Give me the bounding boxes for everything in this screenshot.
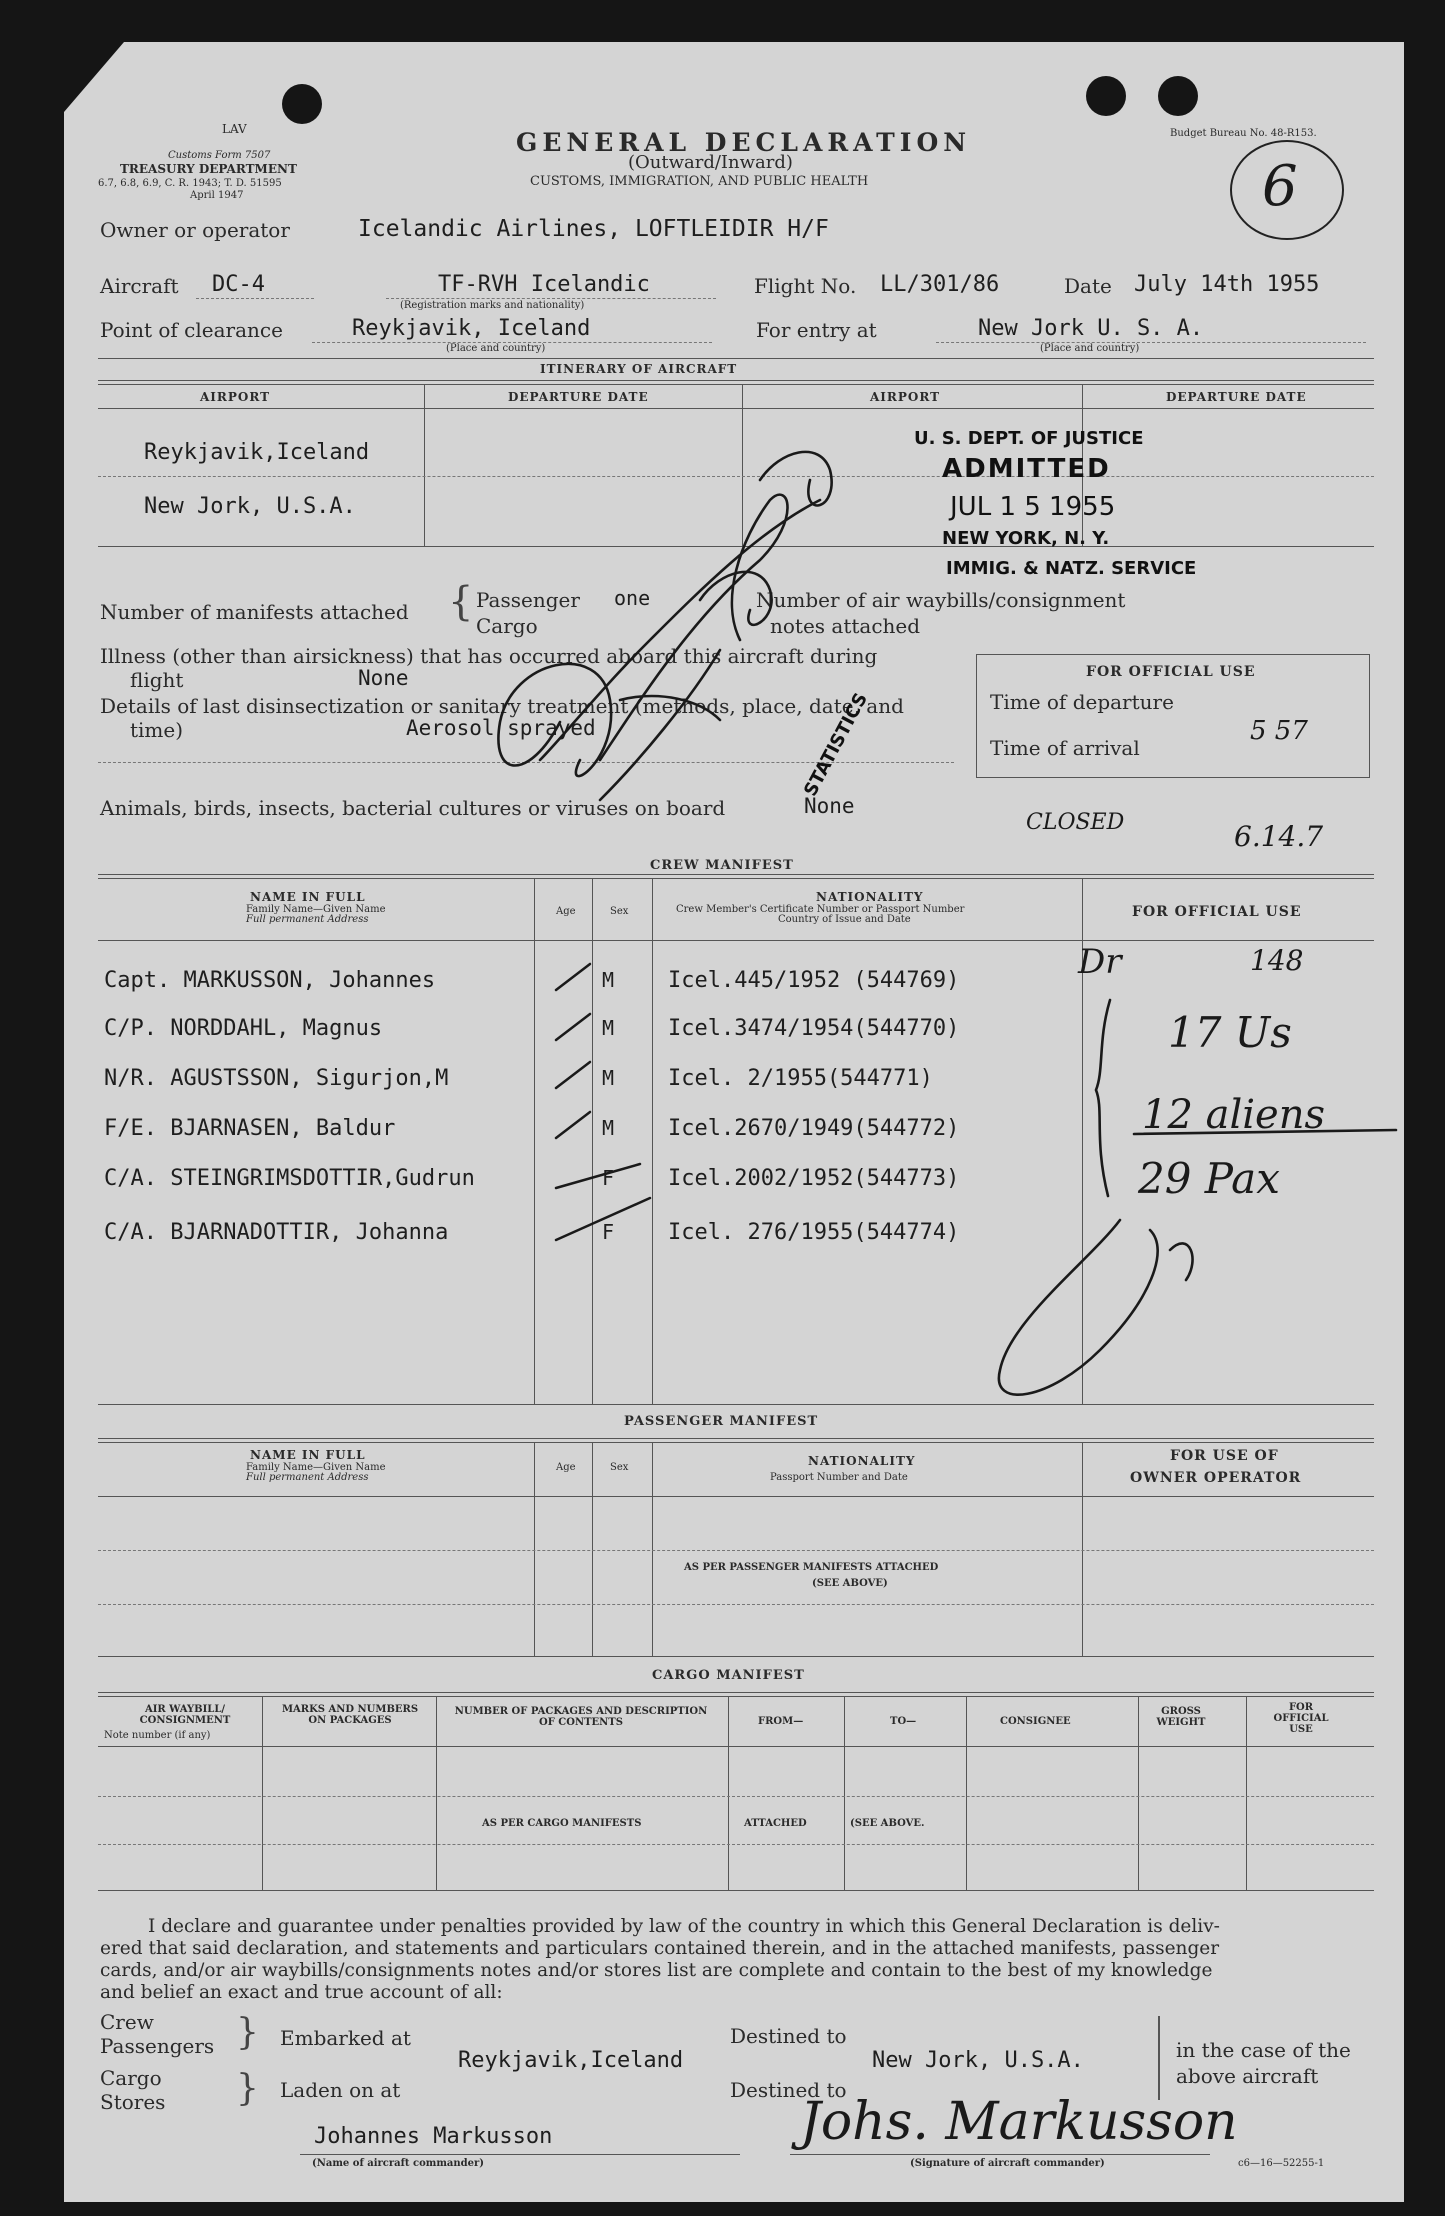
footer-passengers: Passengers: [100, 2034, 215, 2058]
form-title: GENERAL DECLARATION: [516, 128, 972, 157]
time-arrival-value: 5 57: [1250, 716, 1308, 746]
brace-icon: {: [448, 579, 474, 625]
cargo-col-weight: GROSS WEIGHT: [1156, 1706, 1206, 1728]
embarked-value: Reykjavik,Iceland: [458, 2048, 684, 2073]
notes-label: notes attached: [770, 614, 921, 638]
passenger-manifest-title: PASSENGER MANIFEST: [624, 1414, 819, 1429]
footer-cargo: Cargo: [100, 2066, 162, 2090]
declaration-line-3: cards, and/or air waybills/consignments notes and/or stores list are complete and contain to the best of my knowledge: [100, 1960, 1213, 1981]
commander-caption: (Name of aircraft commander): [312, 2158, 485, 2169]
crew-nat-5: Icel.2002/1952(544773): [668, 1166, 960, 1191]
closed-note: CLOSED: [1026, 810, 1125, 835]
itinerary-title: ITINERARY OF AIRCRAFT: [540, 362, 738, 376]
crew-name-4: F/E. BJARNASEN, Baldur: [104, 1116, 396, 1141]
cargo-col-consignee: CONSIGNEE: [1000, 1716, 1071, 1727]
waybills-label: Number of air waybills/consignment: [756, 588, 1126, 612]
flight-no-label: Flight No.: [754, 274, 857, 298]
cargo-col-waybill-sub: Note number (if any): [104, 1730, 211, 1741]
crew-name-2: C/P. NORDDAHL, Magnus: [104, 1016, 383, 1041]
case-label-2: above aircraft: [1176, 2064, 1319, 2088]
crew-col-sex: Sex: [610, 906, 629, 917]
illness-label: Illness (other than airsickness) that has occurred aboard this aircraft during: [100, 644, 878, 668]
statistics-stamp: STATISTICS: [800, 689, 872, 800]
entry-value: New Jork U. S. A.: [978, 316, 1204, 341]
declaration-line-4: and belief an exact and true account of all:: [100, 1982, 503, 2003]
destined-label-2: Destined to: [730, 2078, 847, 2102]
crew-sex-5: F: [602, 1166, 615, 1190]
footer-brace-1: }: [236, 2012, 259, 2053]
flight-no-value: LL/301/86: [880, 272, 1000, 297]
crew-col-name-sub1: Family Name—Given Name: [246, 904, 386, 915]
form-agencies: CUSTOMS, IMMIGRATION, AND PUBLIC HEALTH: [530, 174, 869, 189]
destined-value: New Jork, U.S.A.: [872, 2048, 1084, 2073]
lav-mark: LAV: [222, 122, 247, 136]
registration-value: TF-RVH Icelandic: [438, 272, 650, 297]
cargo-note-1: AS PER CARGO MANIFESTS: [482, 1818, 642, 1829]
declaration-line-2: ered that said declaration, and statements and particulars contained therein, and in the attached manifests, passenger: [100, 1938, 1220, 1959]
crew-sex-6: F: [602, 1220, 615, 1244]
page-number: 6: [1262, 154, 1298, 219]
aircraft-label: Aircraft: [100, 274, 179, 298]
time-departure-label: Time of departure: [990, 690, 1174, 714]
registration-caption: (Registration marks and nationality): [400, 300, 585, 311]
passenger-col-name: NAME IN FULL: [250, 1448, 366, 1462]
cargo-note-3: (SEE ABOVE.: [850, 1818, 925, 1829]
illness-label-flight: flight: [130, 668, 184, 692]
cargo-note-2: ATTACHED: [744, 1818, 807, 1829]
clearance-value: Reykjavik, Iceland: [352, 316, 591, 341]
footer-stores: Stores: [100, 2090, 166, 2114]
passenger-col-owner-2: OWNER OPERATOR: [1130, 1470, 1302, 1486]
itinerary-col-airport-2: AIRPORT: [870, 390, 941, 404]
passenger-col-age: Age: [556, 1462, 576, 1473]
cargo-col-from: FROM—: [758, 1716, 804, 1727]
form-code: c6—16—52255-1: [1238, 2158, 1325, 2169]
crew-official-count: 148: [1250, 944, 1304, 977]
clearance-label: Point of clearance: [100, 318, 283, 342]
itinerary-col-departure-1: DEPARTURE DATE: [508, 390, 649, 404]
crew-nat-6: Icel. 276/1955(544774): [668, 1220, 960, 1245]
crew-name-3: N/R. AGUSTSSON, Sigurjon,M: [104, 1066, 449, 1091]
treasury-department: TREASURY DEPARTMENT: [120, 162, 297, 176]
official-use-title: FOR OFFICIAL USE: [1086, 664, 1256, 680]
crew-name-1: Capt. MARKUSSON, Johannes: [104, 968, 436, 993]
crew-sex-2: M: [602, 1016, 615, 1040]
declaration-line-1: I declare and guarantee under penalties provided by law of the country in which this General Declaration is deliv-: [148, 1916, 1220, 1937]
crew-nat-4: Icel.2670/1949(544772): [668, 1116, 960, 1141]
crew-nat-2: Icel.3474/1954(544770): [668, 1016, 960, 1041]
owner-label: Owner or operator: [100, 218, 290, 242]
budget-bureau-number: Budget Bureau No. 48-R153.: [1170, 128, 1317, 139]
passenger-label: Passenger: [476, 588, 580, 612]
crew-manifest-title: CREW MANIFEST: [650, 858, 794, 873]
animals-value: None: [804, 794, 855, 818]
cargo-col-official: FOR OFFICIAL USE: [1273, 1702, 1329, 1735]
commander-name: Johannes Markusson: [314, 2124, 553, 2149]
crew-sex-4: M: [602, 1116, 615, 1140]
time-arrival-label: Time of arrival: [990, 736, 1140, 760]
owner-value: Icelandic Airlines, LOFTLEIDIR H/F: [358, 216, 829, 242]
aircraft-value: DC-4: [212, 272, 265, 297]
footer-crew: Crew: [100, 2010, 154, 2034]
destined-label: Destined to: [730, 2024, 847, 2048]
passenger-col-name-sub1: Family Name—Given Name: [246, 1462, 386, 1473]
stamp-admitted: ADMITTED: [942, 454, 1111, 484]
crew-official-dr: Dr: [1078, 942, 1122, 982]
commander-signature: Johs. Markusson: [800, 2092, 1238, 2152]
manifests-label: Number of manifests attached: [100, 600, 409, 624]
customs-form-number: Customs Form 7507: [168, 150, 271, 161]
regulations: 6.7, 6.8, 6.9, C. R. 1943; T. D. 51595: [98, 178, 282, 189]
stamp-service: IMMIG. & NATZ. SERVICE: [946, 558, 1197, 579]
crew-official-aliens: 12 aliens: [1142, 1092, 1326, 1138]
stamp-date: JUL 1 5 1955: [950, 492, 1116, 522]
passenger-col-sex: Sex: [610, 1462, 629, 1473]
cargo-col-marks: MARKS AND NUMBERS ON PACKAGES: [281, 1704, 419, 1726]
crew-sex-1: M: [602, 968, 615, 992]
passenger-col-name-sub2: Full permanent Address: [246, 1472, 369, 1483]
disinsect-value: Aerosol sprayed: [406, 716, 596, 740]
disinsect-label: Details of last disinsectization or sanitary treatment (methods, place, date, and: [100, 694, 904, 718]
crew-col-nat-sub2: Country of Issue and Date: [778, 914, 911, 925]
embarked-label: Embarked at: [280, 2026, 411, 2050]
cargo-col-waybill: AIR WAYBILL/ CONSIGNMENT: [139, 1704, 231, 1726]
stamp-dept: U. S. DEPT. OF JUSTICE: [914, 428, 1144, 449]
form-subtitle: (Outward/Inward): [628, 152, 793, 173]
laden-label: Laden on at: [280, 2078, 401, 2102]
itinerary-airport-row-1: Reykjavik,Iceland: [144, 440, 370, 465]
cargo-label: Cargo: [476, 614, 538, 638]
illness-value: None: [358, 666, 409, 690]
date-value: July 14th 1955: [1134, 272, 1320, 297]
entry-label: For entry at: [756, 318, 877, 342]
crew-sex-3: M: [602, 1066, 615, 1090]
cargo-col-description: NUMBER OF PACKAGES AND DESCRIPTION OF CONTENTS: [454, 1706, 708, 1728]
crew-name-6: C/A. BJARNADOTTIR, Johanna: [104, 1220, 449, 1245]
itinerary-airport-row-2: New Jork, U.S.A.: [144, 494, 356, 519]
stamp-city: NEW YORK, N. Y.: [942, 528, 1110, 549]
cargo-manifest-title: CARGO MANIFEST: [652, 1668, 805, 1683]
crew-official-pax: 29 Pax: [1138, 1154, 1280, 1203]
crew-name-5: C/A. STEINGRIMSDOTTIR,Gudrun: [104, 1166, 475, 1191]
clearance-caption: (Place and country): [446, 343, 546, 354]
crew-col-name-sub2: Full permanent Address: [246, 914, 369, 925]
crew-official-us: 17 Us: [1168, 1008, 1292, 1057]
passenger-note-2: (SEE ABOVE): [812, 1578, 888, 1589]
passenger-note-1: AS PER PASSENGER MANIFESTS ATTACHED: [684, 1562, 939, 1573]
crew-col-name: NAME IN FULL: [250, 890, 366, 904]
closed-value: 6.14.7: [1234, 820, 1324, 853]
passenger-value: one: [614, 586, 651, 610]
crew-nat-3: Icel. 2/1955(544771): [668, 1066, 933, 1091]
date-label: Date: [1064, 274, 1112, 298]
crew-nat-1: Icel.445/1952 (544769): [668, 968, 960, 993]
crew-col-nat-sub1: Crew Member's Certificate Number or Passport Number: [676, 904, 965, 915]
cargo-col-to: TO—: [890, 1716, 917, 1727]
form-date: April 1947: [190, 190, 244, 201]
disinsect-label-time: time): [130, 718, 184, 742]
crew-col-official: FOR OFFICIAL USE: [1132, 904, 1302, 920]
entry-caption: (Place and country): [1040, 343, 1140, 354]
passenger-col-owner-1: FOR USE OF: [1170, 1448, 1279, 1464]
passenger-col-nationality: NATIONALITY: [808, 1454, 916, 1468]
crew-col-nationality: NATIONALITY: [816, 890, 924, 904]
itinerary-col-departure-2: DEPARTURE DATE: [1166, 390, 1307, 404]
animals-label: Animals, birds, insects, bacterial cultures or viruses on board: [100, 796, 726, 820]
footer-brace-2: }: [236, 2068, 259, 2109]
case-label-1: in the case of the: [1176, 2038, 1351, 2062]
passenger-col-nat-sub: Passport Number and Date: [770, 1472, 908, 1483]
itinerary-col-airport-1: AIRPORT: [200, 390, 271, 404]
signature-caption: (Signature of aircraft commander): [910, 2158, 1105, 2169]
crew-col-age: Age: [556, 906, 576, 917]
